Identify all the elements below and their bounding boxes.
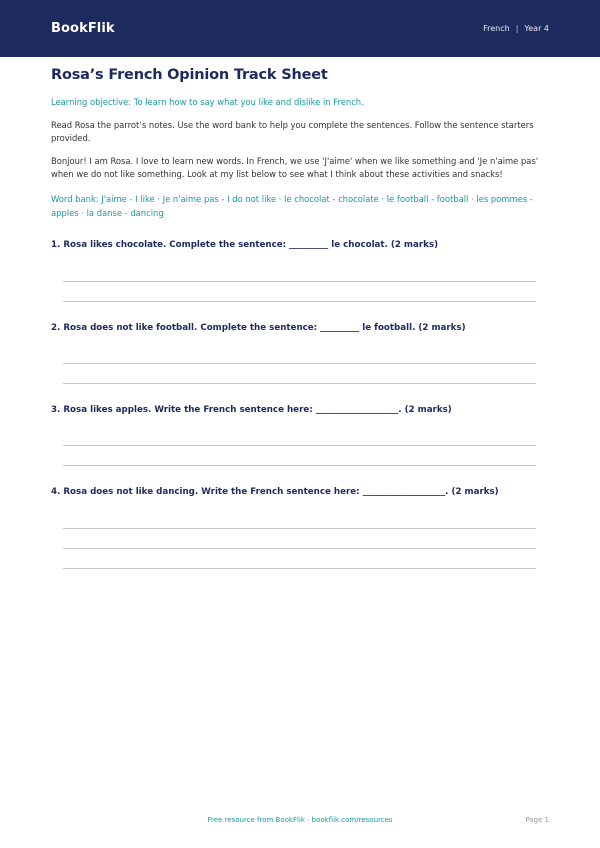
word-bank: Word bank: J'aime - I like · Je n'aime pas - I do not like · le chocolat - chocolate · le football - football · les pommes - apples · la danse - dancing: [51, 194, 533, 218]
subject-meta: [483, 24, 549, 33]
answer-line: [63, 549, 536, 569]
worksheet-body: [51, 65, 548, 569]
subject-label: French: [483, 24, 510, 33]
page-footer: [0, 812, 600, 832]
answer-line: [63, 417, 536, 446]
answer-area-4[interactable]: [51, 499, 548, 569]
question-2: 2. Rosa does not like football. Complete the sentence: _________ le football. (2 marks): [51, 323, 466, 333]
year-label: Year 4: [524, 24, 549, 33]
page-number: Page 1: [525, 816, 549, 824]
answer-area-1[interactable]: [51, 252, 548, 302]
answer-area-3[interactable]: [51, 417, 548, 466]
answer-line: [63, 252, 536, 282]
page-header: [0, 0, 600, 57]
intro-text: Bonjour! I am Rosa. I love to learn new words. In French, we use 'J'aime' when we like something and 'Je n'aime pas' when we do not like something. Look at my list below to see what I think about these activities and snacks!: [51, 156, 539, 179]
answer-line: [63, 446, 536, 466]
answer-line: [63, 364, 536, 384]
answer-area-2[interactable]: [51, 335, 548, 384]
footer-credit[interactable]: Free resource from BookFlik · bookflik.com/resources: [207, 816, 393, 824]
instructions-text: Read Rosa the parrot’s notes. Use the word bank to help you complete the sentences. Follow the sentence starters provided.: [51, 120, 534, 143]
question-1: 1. Rosa likes chocolate. Complete the sentence: _________ le chocolat. (2 marks): [51, 240, 439, 250]
meta-separator: |: [515, 24, 519, 33]
answer-line: [63, 499, 536, 529]
question-4: 4. Rosa does not like dancing. Write the French sentence here: ___________________. (2 marks): [51, 487, 499, 497]
answer-line: [63, 529, 536, 549]
answer-line: [63, 282, 536, 302]
brand-logo: BookFlik: [51, 21, 115, 36]
question-3: 3. Rosa likes apples. Write the French sentence here: ___________________. (2 marks): [51, 405, 452, 415]
learning-objective: Learning objective: To learn how to say what you like and dislike in French.: [51, 97, 364, 107]
page-title: Rosa’s French Opinion Track Sheet: [51, 67, 328, 83]
answer-line: [63, 335, 536, 364]
